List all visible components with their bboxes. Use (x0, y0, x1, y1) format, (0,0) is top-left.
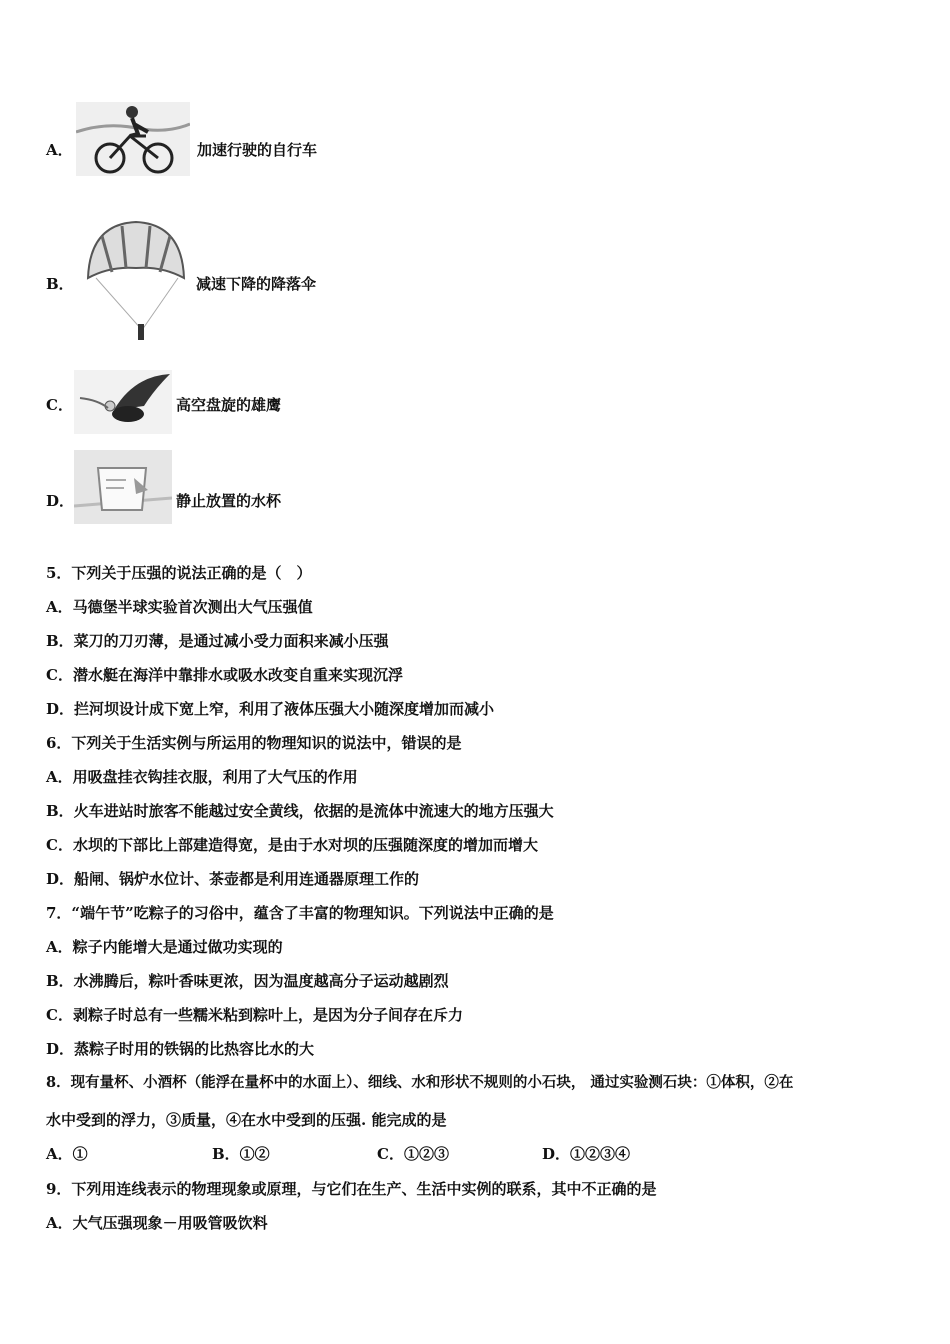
answer-option: C．剥粽子时总有一些糯米粘到粽叶上，是因为分子间存在斥力 (46, 1006, 463, 1024)
question-stem: 5．下列关于压强的说法正确的是（ ） (46, 564, 312, 582)
answer-option: C．潜水艇在海洋中靠排水或吸水改变自重来实现沉浮 (46, 666, 403, 684)
question-stem: 9．下列用连线表示的物理现象或原理，与它们在生产、生活中实例的联系，其中不正确的是 (46, 1180, 657, 1198)
answer-option: D．船闸、锅炉水位计、茶壶都是利用连通器原理工作的 (46, 870, 420, 888)
answer-option: D．①②③④ (542, 1145, 631, 1163)
question-stem-continued: 水中受到的浮力，③质量，④在水中受到的压强. 能完成的是 (46, 1111, 447, 1129)
answer-option: C．①②③ (377, 1145, 449, 1163)
answer-option: D．拦河坝设计成下宽上窄，利用了液体压强大小随深度增加而减小 (46, 700, 495, 718)
option-letter: D． (46, 492, 75, 510)
option-text: 静止放置的水杯 (176, 492, 282, 510)
cyclist-picture (76, 102, 190, 176)
answer-option: B．菜刀的刀刃薄，是通过减小受力面积来减小压强 (46, 632, 389, 650)
question-stem: 8．现有量杯、小酒杯（能浮在量杯中的水面上）、细线、水和形状不规则的小石块， 通过实验测石块：①体积，②在 (46, 1074, 794, 1091)
option-text: 减速下降的降落伞 (196, 275, 317, 293)
answer-option: B．①② (212, 1145, 270, 1163)
answer-option: B．水沸腾后，粽叶香味更浓，因为温度越高分子运动越剧烈 (46, 972, 449, 990)
answer-option: A．用吸盘挂衣钩挂衣服，利用了大气压的作用 (46, 768, 358, 786)
answer-option: A．粽子内能增大是通过做功实现的 (46, 938, 283, 956)
option-letter: B． (46, 275, 74, 293)
option-letter: C． (46, 396, 73, 414)
question-stem: 7．“端午节”吃粽子的习俗中，蕴含了丰富的物理知识。下列说法中正确的是 (46, 904, 554, 922)
answer-option: B．火车进站时旅客不能越过安全黄线，依据的是流体中流速大的地方压强大 (46, 802, 554, 820)
option-text: 高空盘旋的雄鹰 (176, 396, 282, 414)
answer-option: C．水坝的下部比上部建造得宽，是由于水对坝的压强随深度的增加而增大 (46, 836, 538, 854)
answer-option: A．大气压强现象－用吸管吸饮料 (46, 1214, 268, 1232)
answer-option: D．蒸粽子时用的铁锅的比热容比水的大 (46, 1040, 315, 1058)
parachute-picture (82, 218, 190, 346)
question-stem: 6．下列关于生活实例与所运用的物理知识的说法中，错误的是 (46, 734, 462, 752)
eagle-picture (74, 370, 172, 434)
option-letter: A． (46, 141, 73, 159)
answer-option: A．马德堡半球实验首次测出大气压强值 (46, 598, 313, 616)
answer-option: A．① (46, 1145, 88, 1163)
cup-picture (74, 450, 172, 524)
option-text: 加速行驶的自行车 (197, 141, 318, 159)
